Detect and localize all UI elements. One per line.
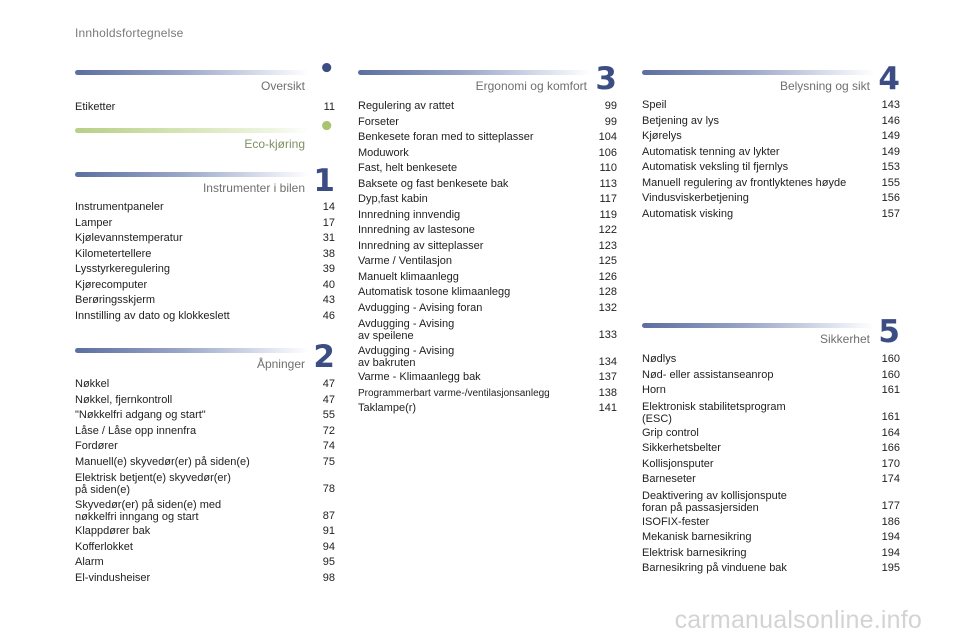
toc-entry-page: 138 — [598, 386, 617, 399]
toc-entry-label: Taklampe(r) — [358, 402, 417, 414]
section-header — [75, 163, 335, 199]
toc-entry-page: 157 — [881, 207, 900, 220]
toc-entry[interactable] — [75, 293, 335, 309]
toc-entry-label: Manuelt klimaanlegg — [358, 270, 459, 283]
toc-entry-page: 170 — [881, 457, 900, 470]
section-bar — [75, 172, 309, 177]
toc-entry-page: 195 — [881, 562, 900, 574]
toc-entry-label: Etiketter — [75, 101, 116, 113]
toc-entry[interactable] — [358, 343, 617, 370]
section-sikkerhet — [642, 314, 900, 577]
toc-entry[interactable] — [358, 285, 617, 301]
toc-entry-page: 149 — [881, 130, 900, 142]
toc-entry-label: Mekanisk barnesikring — [642, 531, 752, 543]
toc-entry-label: Nødlys — [642, 353, 677, 365]
toc-entry[interactable] — [358, 161, 617, 177]
toc-entry-label: Elektronisk stabilitetsprogram (ESC) — [642, 400, 786, 425]
toc-entry-label: Kofferlokket — [75, 540, 133, 553]
toc-entry[interactable] — [75, 216, 335, 232]
section-apninger — [75, 339, 335, 586]
toc-entry-page: 161 — [881, 384, 900, 396]
toc-entry-label: Låse / Låse opp innenfra — [75, 424, 197, 437]
toc-entry[interactable] — [75, 200, 335, 216]
toc-entry-label: Innredning av sitteplasser — [358, 239, 484, 252]
toc-entry[interactable] — [642, 352, 900, 368]
toc-entry[interactable] — [642, 515, 900, 531]
entry-list — [75, 200, 335, 324]
toc-entry-label: Forseter — [358, 115, 399, 128]
section-number: 5 — [878, 314, 900, 350]
toc-entry-page: 149 — [881, 145, 900, 158]
toc-entry[interactable] — [642, 207, 900, 223]
toc-entry-label: Speil — [642, 99, 667, 111]
toc-entry-page: 14 — [322, 201, 335, 213]
toc-entry[interactable] — [75, 424, 335, 440]
toc-entry[interactable] — [75, 455, 335, 471]
entry-list — [358, 99, 617, 417]
section-header — [642, 314, 900, 350]
toc-entry[interactable] — [642, 441, 900, 457]
section-bar — [642, 70, 874, 75]
section-instrumenter — [75, 163, 335, 324]
toc-entry[interactable] — [642, 129, 900, 145]
toc-entry-label: Avdugging - Avising foran — [358, 301, 483, 314]
toc-entry-page: 134 — [598, 355, 617, 368]
toc-entry-page: 126 — [598, 270, 617, 283]
toc-entry-page: 98 — [322, 571, 335, 584]
toc-entry-label: Nød- eller assistanseanrop — [642, 368, 774, 381]
toc-entry-label: Avdugging - Avising av bakruten — [358, 345, 455, 369]
toc-entry-page: 194 — [881, 531, 900, 543]
toc-entry-page: 160 — [881, 368, 900, 381]
section-title: Sikkerhet — [819, 332, 870, 346]
toc-entry-page: 106 — [598, 146, 617, 159]
toc-entry-page: 164 — [881, 426, 900, 439]
toc-entry-page: 99 — [604, 115, 617, 128]
toc-entry-page: 155 — [881, 176, 900, 189]
toc-entry[interactable] — [75, 309, 335, 325]
toc-entry-label: Deaktivering av kollisjonspute foran på passasjersiden — [642, 489, 787, 514]
toc-entry-page: 40 — [322, 278, 335, 291]
toc-entry-page: 72 — [322, 424, 335, 437]
toc-entry[interactable] — [75, 497, 335, 524]
toc-entry[interactable] — [358, 301, 617, 317]
toc-entry[interactable] — [642, 530, 900, 546]
section-header — [75, 112, 335, 154]
toc-entry-label: Dyp,fast kabin — [358, 193, 428, 205]
toc-entry-page: 75 — [322, 455, 335, 468]
section-title: Ergonomi og komfort — [475, 79, 587, 93]
section-number: • — [318, 112, 335, 142]
toc-entry-label: "Nøkkelfri adgang og start" — [75, 409, 206, 421]
section-bar — [75, 70, 309, 75]
section-number: 3 — [595, 61, 617, 97]
toc-entry-label: Sikkerhetsbelter — [642, 442, 721, 454]
toc-entry[interactable] — [75, 262, 335, 278]
section-belysning — [642, 61, 900, 222]
toc-entry[interactable] — [358, 130, 617, 146]
toc-entry[interactable] — [642, 114, 900, 130]
toc-entry-page: 133 — [598, 328, 617, 341]
toc-entry-page: 153 — [881, 161, 900, 173]
watermark: carmanualsonline.info — [674, 606, 922, 634]
section-title: Eco-kjøring — [244, 137, 305, 151]
toc-entry-label: Programmerbart varme-/ventilasjonsanlegg — [358, 387, 550, 399]
entry-list — [642, 352, 900, 577]
toc-entry-page: 94 — [322, 540, 335, 553]
toc-entry-label: Horn — [642, 384, 666, 396]
toc-entry-page: 125 — [598, 255, 617, 267]
toc-entry[interactable] — [642, 457, 900, 473]
section-ergonomi — [358, 61, 617, 417]
toc-entry[interactable] — [358, 115, 617, 131]
toc-entry-page: 99 — [604, 100, 617, 112]
toc-entry-label: Automatisk tenning av lykter — [642, 145, 780, 158]
section-title: Åpninger — [256, 357, 305, 371]
toc-entry[interactable] — [642, 98, 900, 114]
entry-list — [75, 100, 335, 116]
toc-entry-label: Skyvedør(er) på siden(e) med nøkkelfri inngang og start — [75, 499, 222, 523]
section-number: • — [318, 54, 335, 84]
toc-entry-label: Alarm — [75, 556, 104, 568]
toc-entry[interactable] — [358, 386, 617, 402]
toc-entry-page: 122 — [598, 224, 617, 236]
section-header — [75, 339, 335, 375]
toc-entry-page: 47 — [322, 378, 335, 390]
toc-entry[interactable] — [358, 239, 617, 255]
toc-entry-label: Lysstyrkeregulering — [75, 263, 170, 275]
toc-entry-page: 95 — [322, 556, 335, 568]
toc-entry-label: Vindusviskerbetjening — [642, 192, 749, 204]
entry-list — [642, 98, 900, 222]
toc-entry[interactable] — [358, 254, 617, 270]
toc-entry-page: 160 — [881, 353, 900, 365]
toc-entry[interactable] — [642, 191, 900, 207]
toc-entry-page: 91 — [322, 525, 335, 537]
toc-entry[interactable] — [75, 524, 335, 540]
toc-entry[interactable] — [75, 439, 335, 455]
toc-entry-page: 141 — [598, 402, 617, 414]
toc-entry-page: 194 — [881, 546, 900, 559]
toc-entry[interactable] — [642, 145, 900, 161]
toc-entry-page: 177 — [881, 500, 900, 512]
toc-entry-page: 161 — [881, 411, 900, 423]
section-header — [642, 61, 900, 97]
toc-entry-page: 38 — [322, 247, 335, 260]
toc-entry[interactable] — [358, 401, 617, 417]
toc-entry-label: Automatisk veksling til fjernlys — [642, 161, 789, 173]
toc-entry-page: 31 — [322, 232, 335, 244]
toc-entry-label: Nøkkel — [75, 378, 110, 390]
section-bar — [75, 348, 309, 353]
toc-entry-label: Instrumentpaneler — [75, 201, 164, 213]
toc-entry-page: 123 — [598, 239, 617, 252]
toc-entry-page: 78 — [322, 482, 335, 495]
toc-entry-label: Kilometertellere — [75, 247, 152, 260]
toc-entry-label: Nøkkel, fjernkontroll — [75, 393, 173, 406]
toc-entry-label: Innstilling av dato og klokkeslett — [75, 309, 230, 322]
toc-entry-label: Lamper — [75, 216, 113, 229]
toc-entry-page: 137 — [598, 371, 617, 383]
page-title: Innholdsfortegnelse — [75, 26, 184, 40]
toc-entry-label: Moduwork — [358, 146, 409, 159]
toc-entry-page: 74 — [322, 440, 335, 452]
toc-entry-page: 110 — [599, 162, 617, 174]
section-header — [75, 54, 335, 96]
toc-entry[interactable] — [642, 472, 900, 488]
toc-entry[interactable] — [642, 399, 900, 426]
toc-entry-label: Klappdører bak — [75, 525, 151, 537]
toc-entry-page: 117 — [599, 193, 617, 205]
section-number: 1 — [313, 163, 335, 199]
toc-entry-page: 11 — [323, 101, 335, 113]
toc-entry-label: El-vindusheiser — [75, 571, 151, 584]
section-header — [358, 61, 617, 97]
toc-entry-page: 119 — [599, 208, 617, 221]
toc-entry-label: Varme / Ventilasjon — [358, 255, 452, 267]
section-eco — [75, 112, 335, 154]
toc-entry-label: Avdugging - Avising av speilene — [358, 318, 455, 342]
toc-entry[interactable] — [358, 177, 617, 193]
toc-entry[interactable] — [358, 223, 617, 239]
toc-entry[interactable] — [358, 316, 617, 343]
section-title: Belysning og sikt — [779, 79, 870, 93]
toc-entry[interactable] — [75, 247, 335, 263]
toc-entry-label: ISOFIX-fester — [642, 515, 710, 528]
toc-entry-label: Kjølevannstemperatur — [75, 232, 183, 244]
toc-entry-label: Automatisk visking — [642, 207, 734, 220]
toc-entry-label: Betjening av lys — [642, 114, 720, 127]
toc-entry-label: Manuell regulering av frontlyktenes høyde — [642, 176, 847, 189]
toc-entry-page: 87 — [322, 509, 335, 522]
toc-entry-label: Baksete og fast benkesete bak — [358, 177, 509, 190]
toc-entry[interactable] — [75, 278, 335, 294]
toc-entry[interactable] — [358, 270, 617, 286]
toc-entry-label: Fast, helt benkesete — [358, 162, 458, 174]
section-bar — [75, 128, 309, 133]
toc-entry[interactable] — [75, 393, 335, 409]
section-title: Instrumenter i bilen — [202, 181, 305, 195]
section-bar — [642, 323, 874, 328]
section-bar — [358, 70, 591, 75]
toc-entry-label: Berøringsskjerm — [75, 294, 156, 306]
toc-entry-page: 104 — [598, 131, 617, 143]
toc-entry-page: 43 — [322, 294, 335, 306]
toc-entry-label: Varme - Klimaanlegg bak — [358, 371, 481, 383]
toc-entry[interactable] — [358, 208, 617, 224]
toc-entry[interactable] — [642, 488, 900, 515]
toc-entry-page: 166 — [881, 442, 900, 454]
toc-entry-page: 128 — [598, 286, 617, 298]
toc-entry[interactable] — [642, 426, 900, 442]
toc-entry-page: 186 — [881, 515, 900, 528]
toc-entry-page: 146 — [881, 114, 900, 127]
toc-entry-page: 113 — [599, 177, 617, 190]
toc-entry[interactable] — [75, 100, 335, 116]
toc-entry-label: Elektrisk betjent(e) skyvedør(er) på siden(e) — [75, 472, 231, 496]
toc-entry[interactable] — [75, 555, 335, 571]
toc-entry[interactable] — [358, 99, 617, 115]
toc-entry-label: Automatisk tosone klimaanlegg — [358, 286, 511, 298]
toc-entry-label: Innredning innvendig — [358, 208, 461, 221]
toc-entry[interactable] — [358, 370, 617, 386]
toc-entry-label: Kollisjonsputer — [642, 457, 714, 470]
toc-entry-label: Kjørelys — [642, 130, 682, 142]
toc-entry[interactable] — [75, 377, 335, 393]
toc-entry[interactable] — [75, 540, 335, 556]
toc-entry-label: Regulering av rattet — [358, 100, 454, 112]
toc-entry-label: Fordører — [75, 440, 118, 452]
toc-entry[interactable] — [75, 470, 335, 497]
toc-entry[interactable] — [642, 368, 900, 384]
toc-entry-page: 39 — [322, 263, 335, 275]
toc-entry-page: 132 — [598, 301, 617, 314]
toc-entry-label: Elektrisk barnesikring — [642, 546, 747, 559]
toc-entry[interactable] — [642, 546, 900, 562]
toc-entry-page: 55 — [322, 409, 335, 421]
toc-entry-label: Barnesikring på vinduene bak — [642, 562, 787, 574]
toc-entry-page: 143 — [881, 99, 900, 111]
toc-entry-label: Barneseter — [642, 473, 696, 485]
section-number: 2 — [313, 339, 335, 375]
toc-entry-page: 46 — [322, 309, 335, 322]
toc-entry[interactable] — [642, 561, 900, 577]
toc-entry-page: 47 — [322, 393, 335, 406]
toc-entry[interactable] — [358, 146, 617, 162]
toc-entry[interactable] — [642, 160, 900, 176]
toc-entry[interactable] — [642, 176, 900, 192]
toc-entry-page: 156 — [881, 192, 900, 204]
section-oversikt — [75, 54, 335, 116]
toc-entry-label: Benkesete foran med to sitteplasser — [358, 131, 534, 143]
toc-entry-label: Innredning av lastesone — [358, 224, 475, 236]
toc-entry-page: 174 — [881, 473, 900, 485]
toc-entry[interactable] — [75, 408, 335, 424]
toc-entry-page: 17 — [322, 216, 335, 229]
section-title: Oversikt — [260, 79, 305, 93]
section-number: 4 — [878, 61, 900, 97]
toc-entry[interactable] — [358, 192, 617, 208]
toc-entry[interactable] — [75, 571, 335, 587]
toc-entry-label: Manuell(e) skyvedør(er) på siden(e) — [75, 455, 250, 468]
toc-entry-label: Kjørecomputer — [75, 278, 148, 291]
toc-entry[interactable] — [642, 383, 900, 399]
toc-entry[interactable] — [75, 231, 335, 247]
toc-entry-label: Grip control — [642, 426, 699, 439]
entry-list — [75, 377, 335, 586]
